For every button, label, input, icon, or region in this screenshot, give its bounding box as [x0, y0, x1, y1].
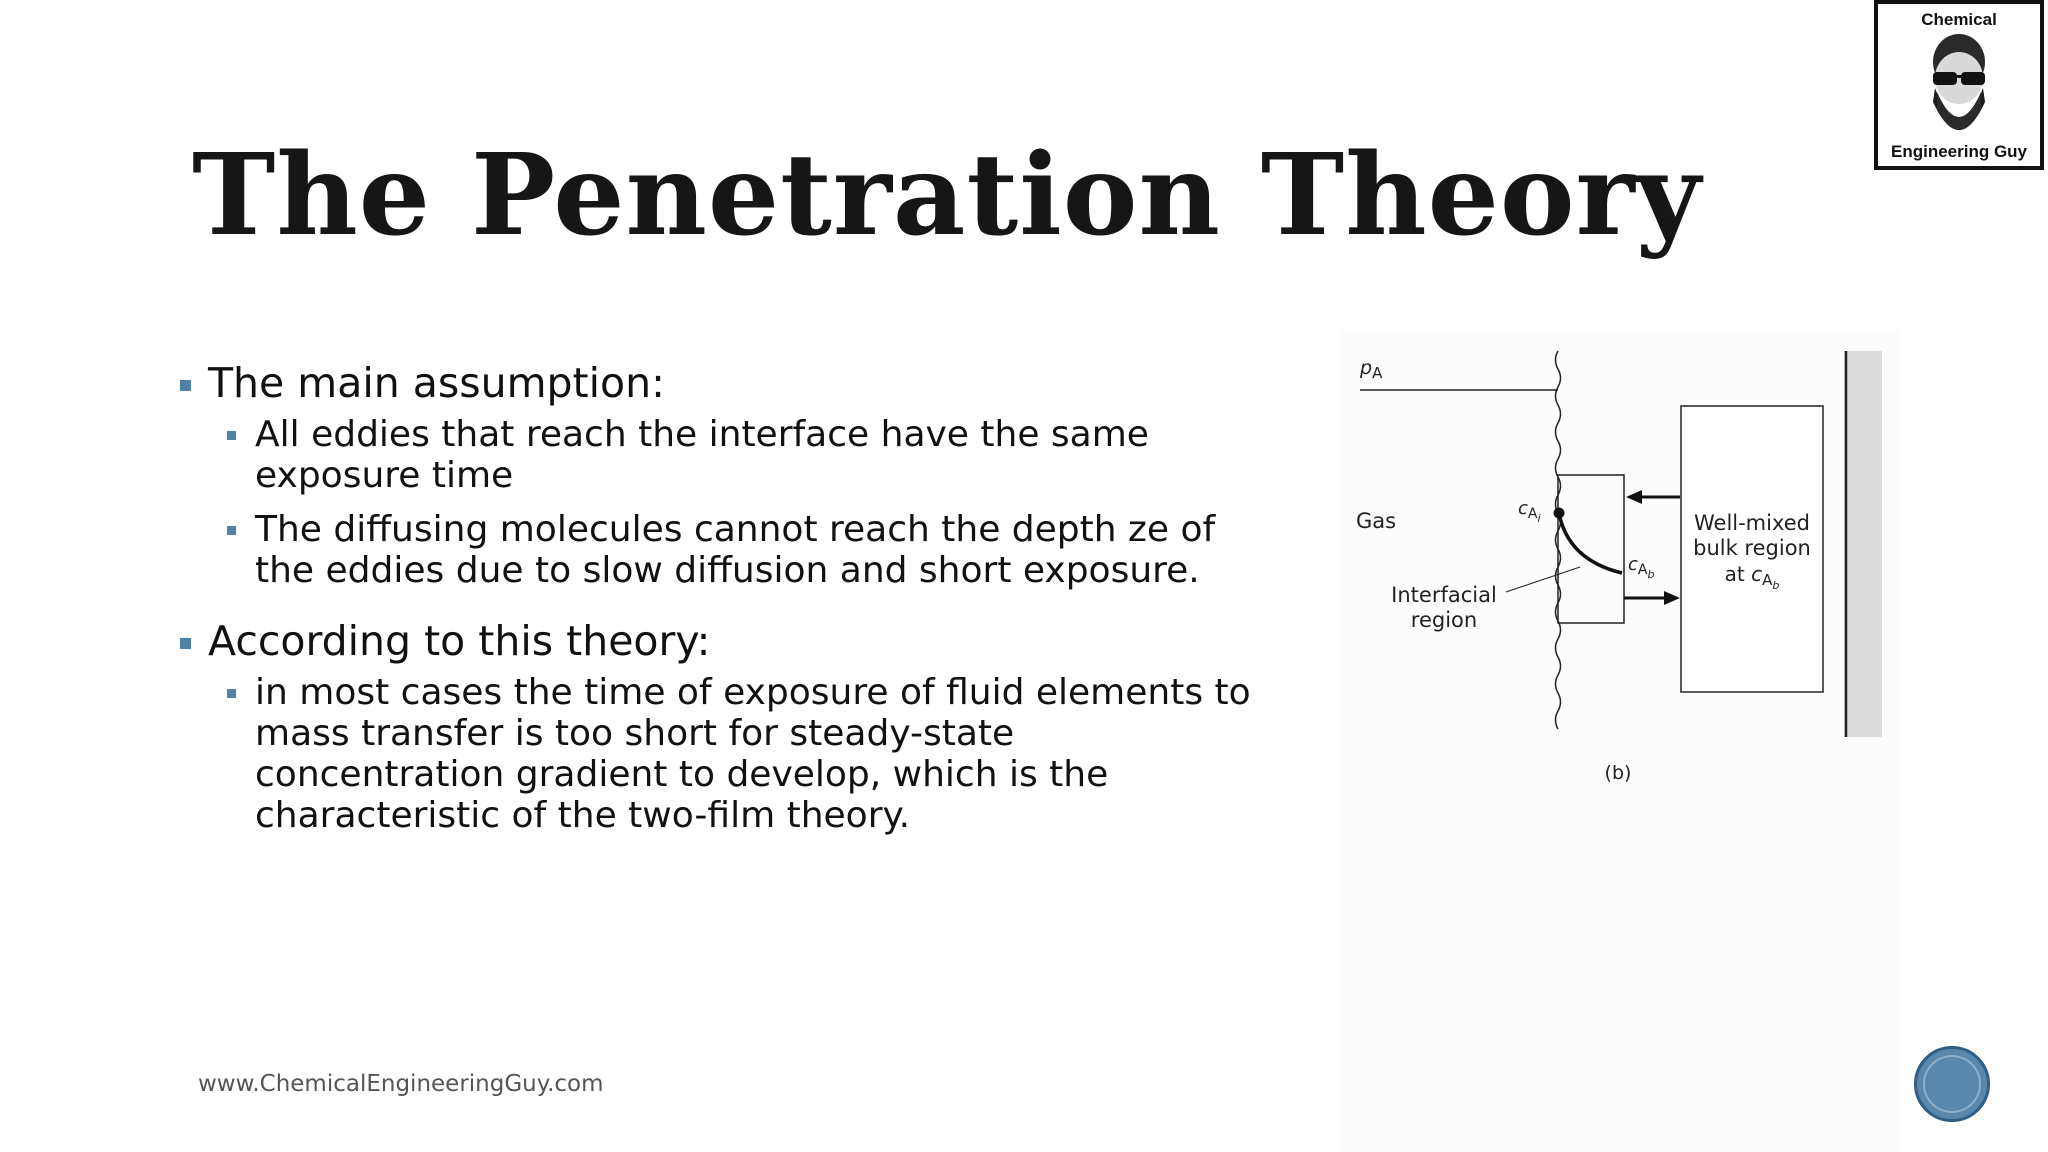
arrow-out-head — [1664, 591, 1680, 605]
circle-button-icon[interactable] — [1914, 1046, 1990, 1122]
bearded-man-sunglasses-icon — [1923, 32, 1995, 150]
cAi-point — [1554, 508, 1565, 519]
figure-caption: (b) — [1604, 762, 1632, 784]
bulk-label-line3: at $c_{Ab}$ — [1724, 562, 1780, 592]
interfacial-box — [1558, 475, 1624, 623]
sub-bullet-diffusing-molecules: The diffusing molecules cannot reach the depth ze of the eddies due to slow diffusion and short exposure. — [176, 509, 1266, 591]
slide-title: The Penetration Theory — [192, 130, 1702, 261]
concentration-curve — [1559, 513, 1622, 573]
interfacial-pointer — [1506, 567, 1580, 592]
gas-label: Gas — [1356, 509, 1397, 533]
bulk-label-line1: Well-mixed — [1693, 511, 1811, 535]
bullet-main-assumption: The main assumption: — [176, 360, 1266, 406]
interfacial-label-line1: Interfacial — [1391, 583, 1497, 607]
channel-logo — [1874, 0, 2044, 170]
arrow-in-head — [1626, 490, 1642, 504]
bulk-label-line2: bulk region — [1693, 536, 1811, 560]
sub-bullet-exposure-time: All eddies that reach the interface have the same exposure time — [176, 414, 1266, 496]
interfacial-label-line2: region — [1410, 608, 1478, 632]
penetration-diagram — [1340, 330, 1900, 800]
pA-label: $p_A$ — [1360, 357, 1383, 382]
wall-shade — [1844, 351, 1882, 737]
sub-bullet-exposure-short: in most cases the time of exposure of fluid elements to mass transfer is too short for steady-state concentration gradient to develop, which is the characteristic of the two-film theory. — [176, 672, 1266, 836]
logo-top-text: Chemical — [1921, 10, 1997, 29]
logo-bottom-text: Engineering Guy — [1890, 142, 2028, 161]
bullet-according-theory: According to this theory: — [176, 618, 1266, 664]
cAb-label: $c_{Ab}$ — [1628, 554, 1655, 581]
website-footer: www.ChemicalEngineeringGuy.com — [198, 1071, 604, 1097]
cAi-label: $c_{Ai}$ — [1518, 498, 1541, 525]
bullet-list — [176, 360, 1266, 849]
